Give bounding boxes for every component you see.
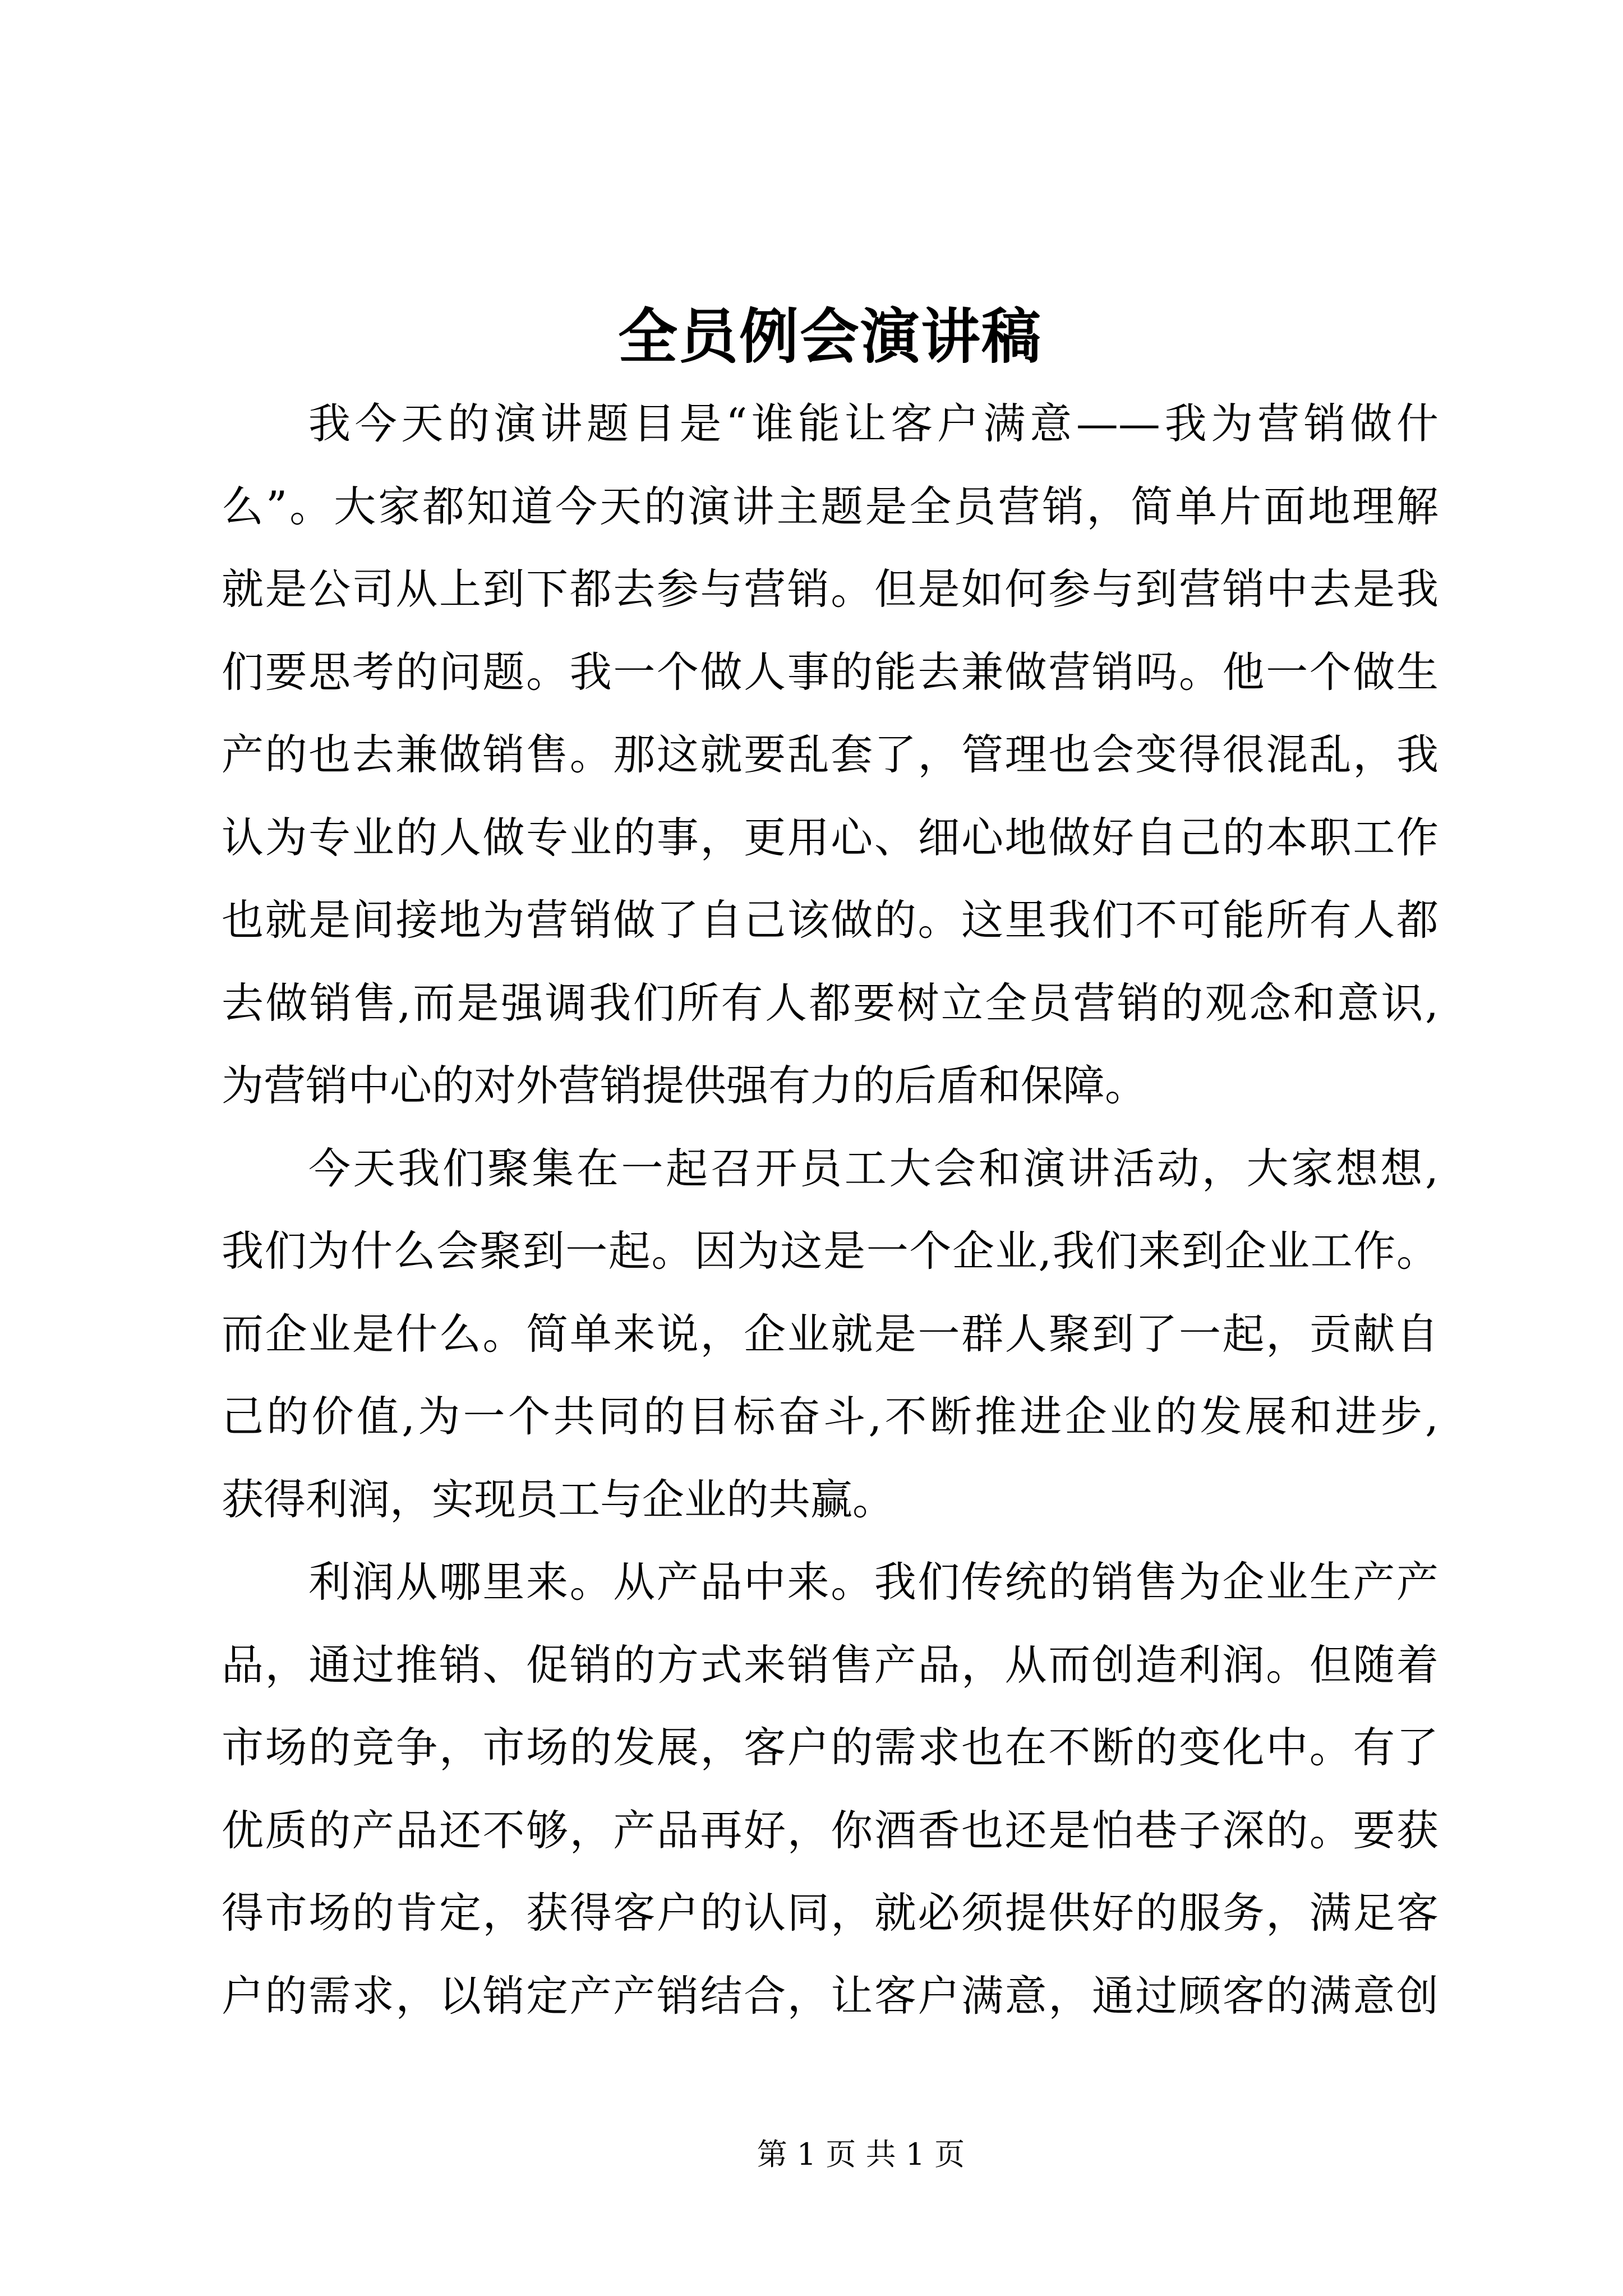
paragraph-line: 户的需求，以销定产产销结合，让客户满意，通过顾客的满意创 xyxy=(222,1971,1438,2021)
paragraph-3 xyxy=(222,1541,1438,2037)
paragraph-line: 去做销售,而是强调我们所有人都要树立全员营销的观念和意识, xyxy=(222,978,1438,1028)
paragraph-line: 么”。大家都知道今天的演讲主题是全员营销，简单片面地理解 xyxy=(222,481,1438,531)
paragraph-line: 利润从哪里来。从产品中来。我们传统的销售为企业生产产 xyxy=(308,1557,1438,1607)
paragraph-line: 得市场的肯定，获得客户的认同，就必须提供好的服务，满足客 xyxy=(222,1888,1438,1938)
paragraph-line: 也就是间接地为营销做了自己该做的。这里我们不可能所有人都 xyxy=(222,895,1438,945)
paragraph-line: 品，通过推销、促销的方式来销售产品，从而创造利润。但随着 xyxy=(222,1640,1438,1690)
paragraph-1 xyxy=(222,383,1438,1128)
paragraph-line: 己的价值,为一个共同的目标奋斗,不断推进企业的发展和进步, xyxy=(222,1392,1438,1441)
paragraph-line: 而企业是什么。简单来说，企业就是一群人聚到了一起，贡献自 xyxy=(222,1309,1438,1359)
paragraph-line: 为营销中心的对外营销提供强有力的后盾和保障。 xyxy=(222,1061,1147,1110)
document-title: 全员例会演讲稿 xyxy=(618,301,1042,371)
paragraph-line: 今天我们聚集在一起召开员工大会和演讲活动，大家想想, xyxy=(308,1143,1438,1193)
paragraph-line: 认为专业的人做专业的事，更用心、细心地做好自己的本职工作 xyxy=(222,812,1438,862)
page-number-footer: 第 1 页 共 1 页 xyxy=(757,2137,965,2172)
paragraph-line: 优质的产品还不够，产品再好，你酒香也还是怕巷子深的。要获 xyxy=(222,1805,1438,1855)
paragraph-line: 获得利润，实现员工与企业的共赢。 xyxy=(222,1474,895,1524)
paragraph-line: 我们为什么会聚到一起。因为这是一个企业,我们来到企业工作。 xyxy=(222,1226,1438,1276)
document-body xyxy=(222,383,1438,2037)
paragraph-line: 就是公司从上到下都去参与营销。但是如何参与到营销中去是我 xyxy=(222,564,1438,614)
paragraph-line: 们要思考的问题。我一个做人事的能去兼做营销吗。他一个做生 xyxy=(222,647,1438,697)
paragraph-line: 产的也去兼做销售。那这就要乱套了，管理也会变得很混乱，我 xyxy=(222,730,1438,779)
paragraph-line: 市场的竞争，市场的发展，客户的需求也在不断的变化中。有了 xyxy=(222,1723,1438,1772)
paragraph-2 xyxy=(222,1128,1438,1542)
paragraph-line: 我今天的演讲题目是“谁能让客户满意——我为营销做什 xyxy=(308,399,1438,448)
